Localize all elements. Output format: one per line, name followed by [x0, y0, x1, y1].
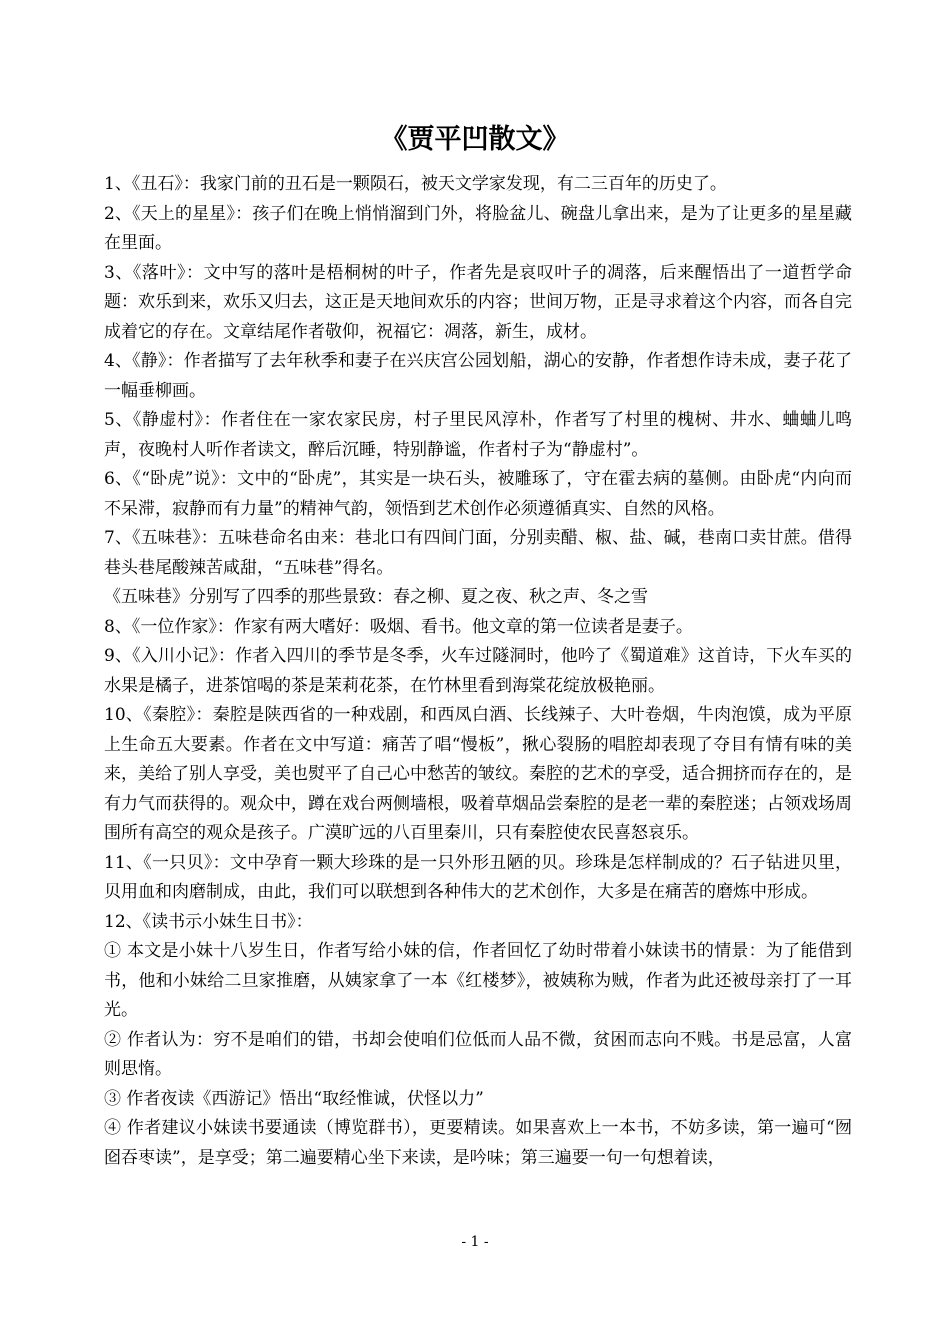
paragraph-1: 1、《丑石》：我家门前的丑石是一颗陨石，被天文学家发现，有二三百年的历史了。 — [104, 174, 727, 194]
document-body — [104, 170, 852, 1173]
paragraph-7-note: 《五味巷》分别写了四季的那些景致：春之柳、夏之夜、秋之声、冬之雪 — [104, 587, 648, 607]
paragraph-12: 12、《读书示小妹生日书》： — [104, 911, 313, 932]
paragraph-6: 6、《“卧虎”说》：文中的“卧虎”，其实是一块石头，被雕琢了，守在霍去病的墓侧。由卧虎“内向而不呆滞，寂静而有力量”的精神气韵，领悟到艺术创作必须遵循真实、自然的风格。 — [104, 469, 852, 519]
paragraph-11: 11、《一只贝》：文中孕育一颗大珍珠的是一只外形丑陋的贝。珍珠是怎样制成的？石子钻进贝里，贝用血和肉磨制成，由此，我们可以联想到各种伟大的艺术创作，大多是在痛苦的磨炼中形成。 — [104, 852, 852, 902]
paragraph-2: 2、《天上的星星》：孩子们在晚上悄悄溜到门外，将脸盆儿、碗盘儿拿出来，是为了让更多的星星藏在里面。 — [104, 203, 852, 253]
paragraph-12-point-3: ③ 作者夜读《西游记》悟出“取经惟诚，伏怪以力” — [104, 1088, 484, 1109]
paragraph-3: 3、《落叶》：文中写的落叶是梧桐树的叶子，作者先是哀叹叶子的凋落，后来醒悟出了一道哲学命题：欢乐到来，欢乐又归去，这正是天地间欢乐的内容；世间万物，正是寻求着这个内容，而各自完成着它的存在。文章结尾作者敬仰，祝福它：凋落，新生，成材。 — [104, 262, 852, 342]
paragraph-12-point-4: ④ 作者建议小妹读书要通读（博览群书），更要精读。如果喜欢上一本书，不妨多读，第一遍可“囫囵吞枣读”，是享受；第二遍要精心坐下来读，是吟味；第三遍要一句一句想着读， — [104, 1118, 852, 1168]
paragraph-5: 5、《静虚村》：作者住在一家农家民房，村子里民风淳朴，作者写了村里的槐树、井水、蛐蛐儿鸣声，夜晚村人听作者读文，醉后沉睡，特别静谧，作者村子为“静虚村”。 — [104, 410, 852, 460]
paragraph-8: 8、《一位作家》：作家有两大嗜好：吸烟、看书。他文章的第一位读者是妻子。 — [104, 616, 693, 637]
paragraph-10: 10、《秦腔》：秦腔是陕西省的一种戏剧，和西凤白酒、长线辣子、大叶卷烟，牛肉泡馍，成为平原上生命五大要素。作者在文中写道：痛苦了唱“慢板”，揪心裂肠的唱腔却表现了夺目有情有味的美来，美给了别人享受，美也熨平了自己心中愁苦的皱纹。秦腔的艺术的享受，适合拥挤而存在的，是有力气而获得的。观众中，蹲在戏台两侧墙根，吸着草烟品尝秦腔的是老一辈的秦腔迷；占领戏场周围所有高空的观众是孩子。广漠旷远的八百里秦川，只有秦腔使农民喜怒哀乐。 — [104, 705, 852, 843]
paragraph-12-point-2: ② 作者认为：穷不是咱们的错，书却会使咱们位低而人品不微，贫困而志向不贱。书是忌富，人富则思惰。 — [104, 1029, 852, 1079]
paragraph-4: 4、《静》：作者描写了去年秋季和妻子在兴庆宫公园划船，湖心的安静，作者想作诗未成，妻子花了一幅垂柳画。 — [104, 351, 852, 401]
paragraph-7: 7、《五味巷》：五味巷命名由来：巷北口有四间门面，分别卖醋、椒、盐、碱，巷南口卖甘蔗。借得巷头巷尾酸辣苦咸甜，“五味巷”得名。 — [104, 528, 852, 578]
page-number: - 1 - — [461, 1234, 489, 1250]
paragraph-9: 9、《入川小记》：作者入四川的季节是冬季，火车过隧洞时，他吟了《蜀道难》这首诗，下火车买的水果是橘子，进茶馆喝的茶是茉莉花茶，在竹林里看到海棠花绽放极艳丽。 — [104, 646, 852, 696]
document-title: 《贾平凹散文》 — [380, 124, 570, 155]
paragraph-12-point-1: ① 本文是小妹十八岁生日，作者写给小妹的信，作者回忆了幼时带着小妹读书的情景：为了能借到书，他和小妹给二旦家推磨，从姨家拿了一本《红楼梦》，被姨称为贼，作者为此还被母亲打了一耳光。 — [104, 941, 852, 1020]
